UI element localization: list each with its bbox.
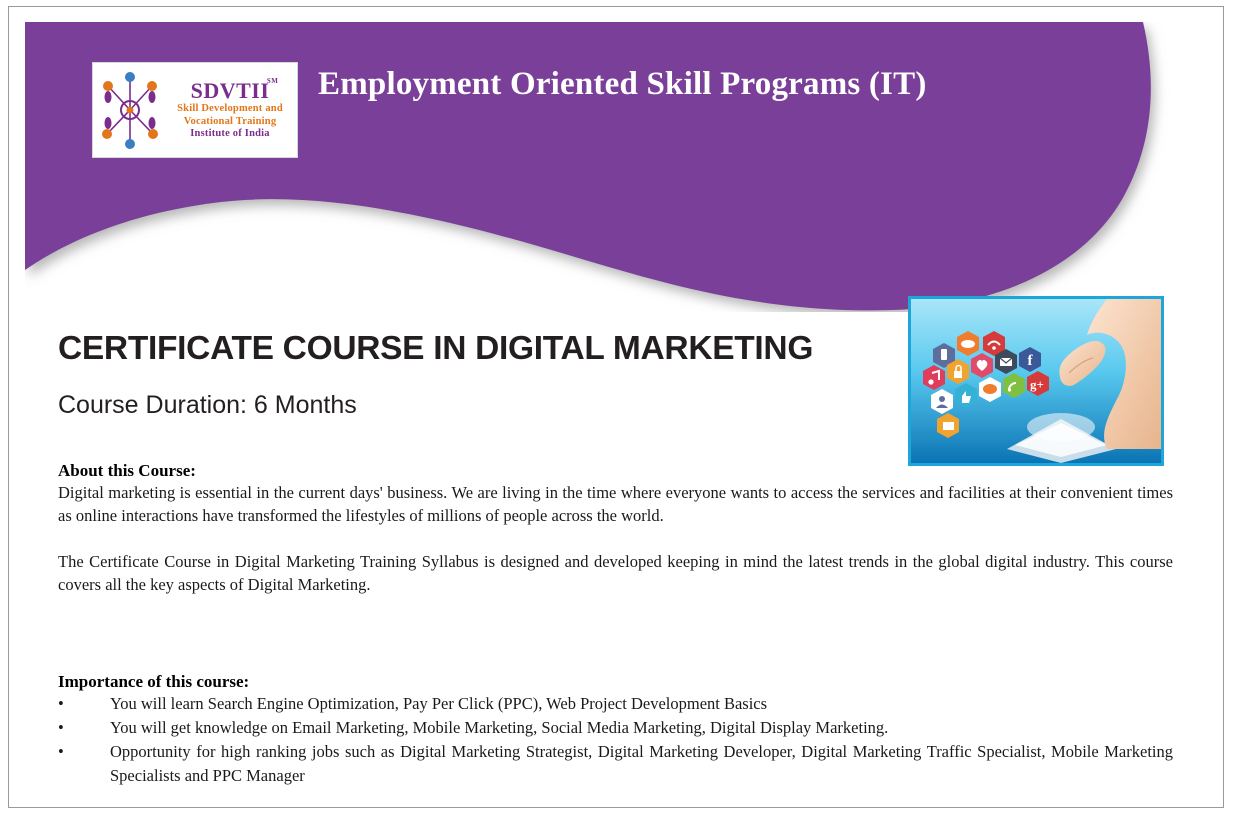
svg-text:g+: g+ xyxy=(1030,377,1044,392)
about-paragraph-1: Digital marketing is essential in the current days' business. We are living in the time where everyone wants to access the services and facilities at their convenient times as online interactions have transformed the lifestyles of millions of people across the world. xyxy=(58,483,1173,526)
logo-line-3: Institute of India xyxy=(190,128,270,140)
logo-sm-mark: SM xyxy=(266,77,279,86)
logo-acronym: SDVTII SM xyxy=(190,77,279,104)
logo-network-icon xyxy=(93,64,167,156)
course-duration: Course Duration: 6 Months xyxy=(58,391,357,419)
about-heading: About this Course: xyxy=(58,461,196,480)
importance-list xyxy=(58,692,1173,788)
about-paragraph-2: The Certificate Course in Digital Marketing Training Syllabus is designed and developed keeping in mind the latest trends in the global digital industry. This course covers all the key aspects of Digital Marketing. xyxy=(58,551,1173,595)
promo-image xyxy=(908,296,1164,466)
logo-line-2: Vocational Training xyxy=(183,115,277,127)
sdvtii-logo xyxy=(92,62,298,158)
bullet-mark: • xyxy=(58,694,64,713)
about-section xyxy=(58,461,1173,597)
paragraph-spacer xyxy=(58,528,1173,550)
promo-illustration xyxy=(911,299,1161,463)
page-title: CERTIFICATE COURSE IN DIGITAL MARKETING xyxy=(58,330,814,367)
list-item xyxy=(58,692,1173,716)
list-item xyxy=(58,716,1173,740)
bullet-mark: • xyxy=(58,741,64,761)
list-item xyxy=(58,740,1173,788)
logo-line-1: Skill Development and xyxy=(177,103,283,115)
importance-section xyxy=(58,672,1173,788)
importance-heading: Importance of this course: xyxy=(58,672,250,691)
list-item-label: You will learn Search Engine Optimization, Pay Per Click (PPC), Web Project Development Basics xyxy=(110,694,768,713)
header-title: Employment Oriented Skill Programs (IT) xyxy=(318,66,927,102)
list-item-label: Opportunity for high ranking jobs such as Digital Marketing Strategist, Digital Marketing Developer, Digital Marketing Traffic Specialist, Mobile Marketing Specialists and PPC Manager xyxy=(110,741,1173,785)
list-item-label: You will get knowledge on Email Marketing, Mobile Marketing, Social Media Marketing, Digital Display Marketing. xyxy=(110,717,889,737)
svg-text:f: f xyxy=(1027,353,1033,369)
bullet-mark: • xyxy=(58,717,64,737)
